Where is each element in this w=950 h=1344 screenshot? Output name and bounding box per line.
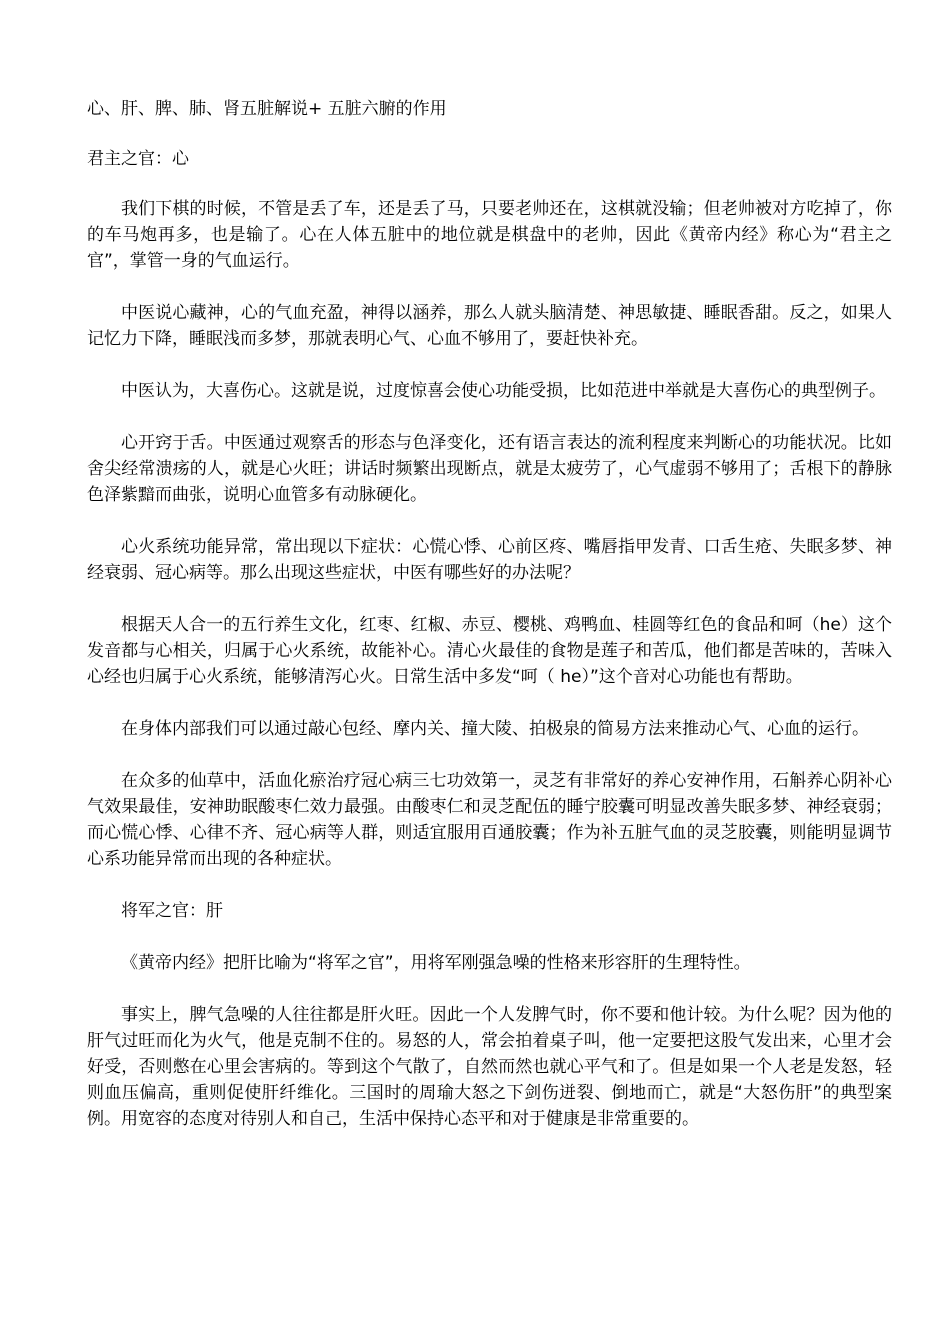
paragraph: 我们下棋的时候，不管是丢了车，还是丢了马，只要老帅还在，这棋就没输；但老帅被对方吃掉了，你的车马炮再多，也是输了。心在人体五脏中的地位就是棋盘中的老帅，因此《黄帝内经》称心为“君主之官”，掌管一身的气血运行。 [87, 199, 892, 271]
paragraph: 根据天人合一的五行养生文化，红枣、红椒、赤豆、樱桃、鸡鸭血、桂圆等红色的食品和呵（he）这个发音都与心相关，归属于心火系统，故能补心。清心火最佳的食物是莲子和苦瓜，他们都是苦味的，苦味入心经也归属于心火系统，能够清泻心火。日常生活中多发“呵（ he）”这个音对心功能也有帮助。 [87, 615, 892, 687]
section-heading-heart: 君主之官：心 [87, 149, 189, 169]
paragraph: 在众多的仙草中，活血化瘀治疗冠心病三七功效第一，灵芝有非常好的养心安神作用，石斛养心阴补心气效果最佳，安神助眠酸枣仁效力最强。由酸枣仁和灵芝配伍的睡宁胶囊可明显改善失眠多梦、神经衰弱；而心慌心悸、心律不齐、冠心病等人群，则适宜服用百通胶囊；作为补五脏气血的灵芝胶囊，则能明显调节心系功能异常而出现的各种症状。 [87, 771, 892, 869]
paragraph: 心火系统功能异常，常出现以下症状：心慌心悸、心前区疼、嘴唇指甲发青、口舌生疮、失眠多梦、神经衰弱、冠心病等。那么出现这些症状，中医有哪些好的办法呢？ [87, 537, 892, 583]
document-title: 心、肝、脾、肺、肾五脏解说+ 五脏六腑的作用 [87, 99, 447, 119]
paragraph: 《黄帝内经》把肝比喻为“将军之官”，用将军刚强急噪的性格来形容肝的生理特性。 [121, 953, 751, 973]
section-heading-liver: 将军之官：肝 [121, 901, 223, 921]
paragraph: 中医认为，大喜伤心。这就是说，过度惊喜会使心功能受损，比如范进中举就是大喜伤心的典型例子。 [121, 381, 886, 401]
document-page [87, 96, 892, 1158]
paragraph: 事实上，脾气急噪的人往往都是肝火旺。因此一个人发脾气时，你不要和他计较。为什么呢？因为他的肝气过旺而化为火气，他是克制不住的。易怒的人，常会拍着桌子叫，他一定要把这股气发出来，心里才会好受，否则憋在心里会害病的。等到这个气散了，自然而然也就心平气和了。但是如果一个人老是发怒，轻则血压偏高，重则促使肝纤维化。三国时的周瑜大怒之下剑伤迸裂、倒地而亡，就是“大怒伤肝”的典型案例。用宽容的态度对待别人和自己，生活中保持心态平和对于健康是非常重要的。 [87, 1005, 892, 1129]
paragraph: 在身体内部我们可以通过敲心包经、摩内关、撞大陵、拍极泉的简易方法来推动心气、心血的运行。 [121, 719, 869, 739]
paragraph: 心开窍于舌。中医通过观察舌的形态与色泽变化，还有语言表达的流利程度来判断心的功能状况。比如舍尖经常溃疡的人，就是心火旺；讲话时频繁出现断点，就是太疲劳了，心气虚弱不够用了；舌根下的静脉色泽紫黯而曲张，说明心血管多有动脉硬化。 [87, 433, 892, 505]
paragraph: 中医说心藏神，心的气血充盈，神得以涵养，那么人就头脑清楚、神思敏捷、睡眠香甜。反之，如果人记忆力下降，睡眠浅而多梦，那就表明心气、心血不够用了，要赶快补充。 [87, 303, 892, 349]
